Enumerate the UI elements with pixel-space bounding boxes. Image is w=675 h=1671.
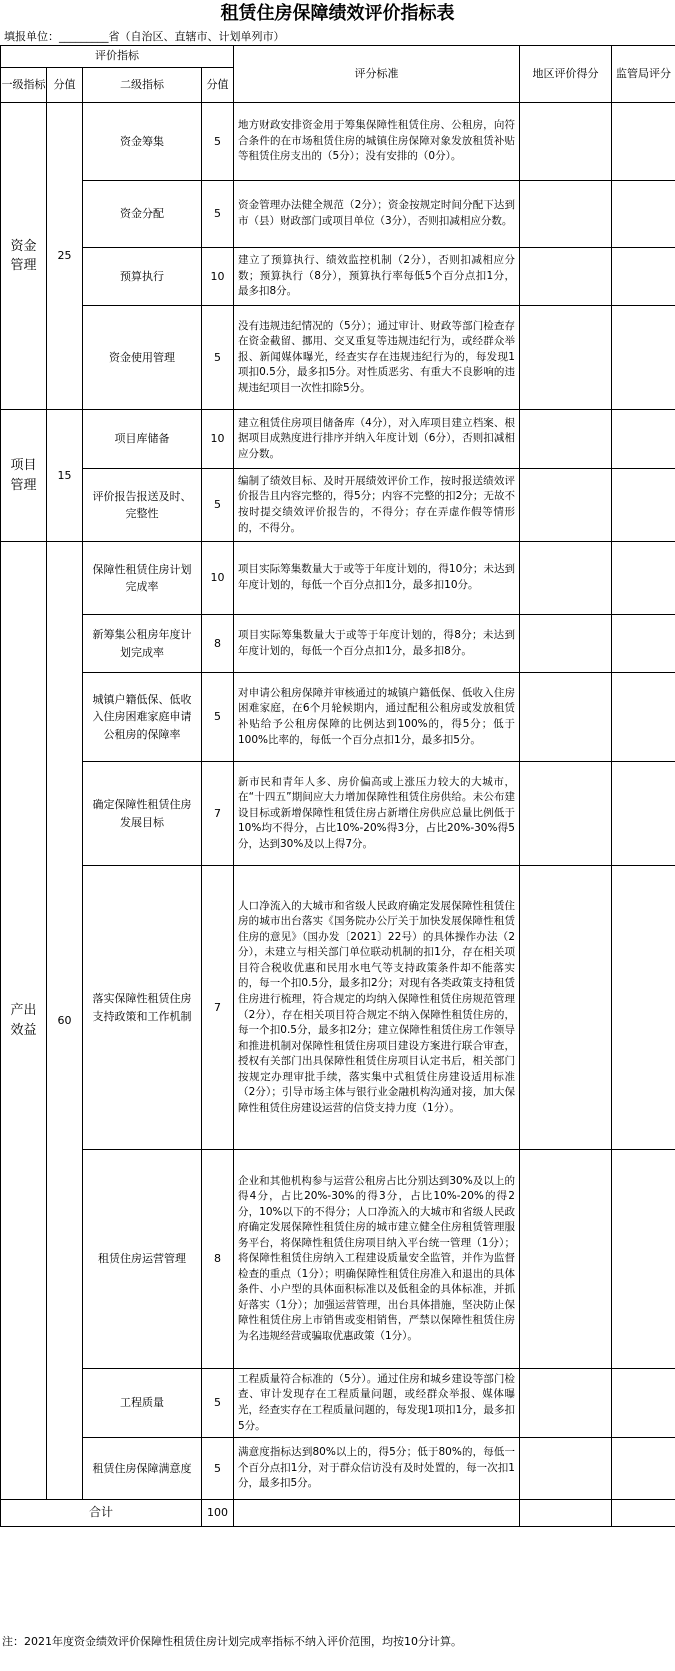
level2-indicator: 新筹集公租房年度计划完成率 xyxy=(83,615,202,673)
table-row xyxy=(1,615,675,673)
level1-score: 25 xyxy=(47,103,83,410)
total-score: 100 xyxy=(202,1500,234,1527)
regulator-score-cell[interactable] xyxy=(612,181,675,248)
region-score-cell[interactable] xyxy=(520,762,612,866)
table-row xyxy=(1,103,675,181)
regulator-score-cell[interactable] xyxy=(612,615,675,673)
total-row xyxy=(1,1500,675,1527)
table-row xyxy=(1,469,675,542)
level2-indicator: 确定保障性租赁住房发展目标 xyxy=(83,762,202,866)
level2-indicator: 租赁住房保障满意度 xyxy=(83,1438,202,1500)
level2-indicator: 工程质量 xyxy=(83,1369,202,1438)
level2-indicator: 评价报告报送及时、完整性 xyxy=(83,469,202,542)
level1-score: 60 xyxy=(47,542,83,1500)
level2-score: 5 xyxy=(202,1438,234,1500)
table-row xyxy=(1,542,675,615)
header-level2: 二级指标 xyxy=(83,68,202,103)
level2-score: 8 xyxy=(202,615,234,673)
scoring-criteria: 人口净流入的大城市和省级人民政府确定发展保障性租赁住房的城市出台落实《国务院办公厅关于加快发展保障性租赁住房的意见》（国办发〔2021〕22号）的具体操作办法（2分），未建立与相关部门单位联动机制的扣1分，存在相关项目符合税收优惠和民用水电气等支持政策条件却不能落实的，每一个扣0.5分，最多扣2分；对现有各类政策支持租赁住房进行梳理，符合规定的均纳入保障性租赁住房规范管理（2分），存在相关项目符合规定不纳入保障性租赁住房的，每一个扣0.5分，最多扣2分；建立保障性租赁住房工作领导和推进机制对保障性租赁住房项目建设方案进行联合审查，授权有关部门出具保障性租赁住房项目认定书后，相关部门按规定办理审批手续，落实集中式租赁住房建设适用标准（2分）；引导市场主体与银行业金融机构沟通对接，加大保障性租赁住房建设运营的信贷支持力度（1分）。 xyxy=(234,866,520,1150)
level2-score: 10 xyxy=(202,410,234,469)
region-score-cell[interactable] xyxy=(520,673,612,762)
level2-score: 7 xyxy=(202,762,234,866)
header-region-score: 地区评价得分 xyxy=(520,46,612,103)
page-title: 租赁住房保障绩效评价指标表 xyxy=(220,3,455,24)
regulator-score-cell[interactable] xyxy=(612,542,675,615)
regulator-score-cell[interactable] xyxy=(612,410,675,469)
regulator-score-cell[interactable] xyxy=(612,762,675,866)
level2-indicator: 项目库储备 xyxy=(83,410,202,469)
header-criteria: 评分标准 xyxy=(234,46,520,103)
table-row xyxy=(1,1438,675,1500)
table-row xyxy=(1,181,675,248)
level2-indicator: 保障性租赁住房计划完成率 xyxy=(83,542,202,615)
scoring-criteria: 建立了预算执行、绩效监控机制（2分），否则扣减相应分数；预算执行（8分），预算执行率每低5个百分点扣1分，最多扣8分。 xyxy=(234,248,520,306)
region-score-cell[interactable] xyxy=(520,866,612,1150)
region-score-cell[interactable] xyxy=(520,1369,612,1438)
region-score-cell[interactable] xyxy=(520,469,612,542)
regulator-score-cell[interactable] xyxy=(612,673,675,762)
level2-score: 5 xyxy=(202,181,234,248)
header-regulator-score: 监管局评分 xyxy=(612,46,675,103)
regulator-score-cell[interactable] xyxy=(612,248,675,306)
footnote: 注：2021年度资金绩效评价保障性租赁住房计划完成率指标不纳入评价范围，均按10分计算。 xyxy=(2,1635,462,1648)
regulator-score-cell[interactable] xyxy=(612,103,675,181)
scoring-criteria: 地方财政安排资金用于筹集保障性租赁住房、公租房，向符合条件的在市场租赁住房的城镇住房保障对象发放租赁补贴等租赁住房支出的（5分）；没有安排的（0分）。 xyxy=(234,103,520,181)
region-score-cell[interactable] xyxy=(520,1438,612,1500)
table-row xyxy=(1,248,675,306)
region-score-cell[interactable] xyxy=(520,103,612,181)
scoring-criteria: 编制了绩效目标、及时开展绩效评价工作，按时报送绩效评价报告且内容完整的，得5分；内容不完整的扣2分；无故不按时提交绩效评价报告的，不得分；存在弄虚作假等情形的，不得分。 xyxy=(234,469,520,542)
level1-indicator: 资金管理 xyxy=(1,103,47,410)
level2-score: 5 xyxy=(202,469,234,542)
level2-score: 5 xyxy=(202,306,234,410)
indicator-table xyxy=(0,45,675,1527)
level2-indicator: 落实保障性租赁住房支持政策和工作机制 xyxy=(83,866,202,1150)
total-label: 合计 xyxy=(1,1500,202,1527)
regulator-score-cell[interactable] xyxy=(612,306,675,410)
total-criteria-cell xyxy=(234,1500,520,1527)
level2-indicator: 预算执行 xyxy=(83,248,202,306)
level2-score: 5 xyxy=(202,673,234,762)
regulator-score-cell[interactable] xyxy=(612,469,675,542)
header-indicators: 评价指标 xyxy=(1,46,234,68)
regulator-score-cell[interactable] xyxy=(612,1150,675,1369)
level2-score: 5 xyxy=(202,1369,234,1438)
scoring-criteria: 建立租赁住房项目储备库（4分），对入库项目建立档案、根据项目成熟度进行排序并纳入年度计划（6分），否则扣减相应分数。 xyxy=(234,410,520,469)
region-score-cell[interactable] xyxy=(520,542,612,615)
level2-indicator: 城镇户籍低保、低收入住房困难家庭申请公租房的保障率 xyxy=(83,673,202,762)
header-level2-score: 分值 xyxy=(202,68,234,103)
total-regulator-score-cell[interactable] xyxy=(612,1500,675,1527)
level1-score: 15 xyxy=(47,410,83,542)
level2-indicator: 资金分配 xyxy=(83,181,202,248)
regulator-score-cell[interactable] xyxy=(612,1438,675,1500)
table-row xyxy=(1,866,675,1150)
level1-indicator: 产出效益 xyxy=(1,542,47,1500)
level2-indicator: 租赁住房运营管理 xyxy=(83,1150,202,1369)
table-row xyxy=(1,762,675,866)
scoring-criteria: 工程质量符合标准的（5分）。通过住房和城乡建设等部门检查、审计发现存在工程质量问题，或经群众举报、媒体曝光，经查实存在工程质量问题的，每发现1项扣1分，最多扣5分。 xyxy=(234,1369,520,1438)
header-level1-score: 分值 xyxy=(47,68,83,103)
regulator-score-cell[interactable] xyxy=(612,866,675,1150)
level1-indicator: 项目管理 xyxy=(1,410,47,542)
region-score-cell[interactable] xyxy=(520,410,612,469)
table-row xyxy=(1,1150,675,1369)
scoring-criteria: 项目实际筹集数量大于或等于年度计划的，得8分；未达到年度计划的，每低一个百分点扣1分，最多扣8分。 xyxy=(234,615,520,673)
region-score-cell[interactable] xyxy=(520,306,612,410)
fill-unit-line: 填报单位：_________省（自治区、直辖市、计划单列市） xyxy=(4,30,285,43)
level2-score: 8 xyxy=(202,1150,234,1369)
level2-indicator: 资金筹集 xyxy=(83,103,202,181)
scoring-criteria: 资金管理办法健全规范（2分）；资金按规定时间分配下达到市（县）财政部门或项目单位（3分），否则扣减相应分数。 xyxy=(234,181,520,248)
region-score-cell[interactable] xyxy=(520,615,612,673)
table-row xyxy=(1,1369,675,1438)
table-row xyxy=(1,306,675,410)
scoring-criteria: 对申请公租房保障并审核通过的城镇户籍低保、低收入住房困难家庭，在6个月轮候期内，通过配租公租房或发放租赁补贴给予公租房保障的比例达到100%的，得5分；低于100%比率的，每低一个百分点扣1分，最多扣5分。 xyxy=(234,673,520,762)
region-score-cell[interactable] xyxy=(520,248,612,306)
regulator-score-cell[interactable] xyxy=(612,1369,675,1438)
scoring-criteria: 满意度指标达到80%以上的，得5分；低于80%的，每低一个百分点扣1分，对于群众信访没有及时处置的，每一次扣1分，最多扣5分。 xyxy=(234,1438,520,1500)
level2-indicator: 资金使用管理 xyxy=(83,306,202,410)
level2-score: 10 xyxy=(202,542,234,615)
region-score-cell[interactable] xyxy=(520,1150,612,1369)
table-row xyxy=(1,410,675,469)
level2-score: 7 xyxy=(202,866,234,1150)
level2-score: 5 xyxy=(202,103,234,181)
scoring-criteria: 新市民和青年人多、房价偏高或上涨压力较大的大城市，在“十四五”期间应大力增加保障性租赁住房供给。未公布建设目标或新增保障性租赁住房占新增住房供应总量比例低于10%均不得分，占比10%-20%得3分，占比20%-30%得5分，达到30%及以上得7分。 xyxy=(234,762,520,866)
header-level1: 一级指标 xyxy=(1,68,47,103)
level2-score: 10 xyxy=(202,248,234,306)
scoring-criteria: 没有违规违纪情况的（5分）；通过审计、财政等部门检查存在资金截留、挪用、交叉重复等违规违纪行为，或经群众举报、新闻媒体曝光，经查实存在违规违纪行为的，每发现1项扣0.5分，最多扣5分。对性质恶劣、有重大不良影响的违规违纪项目一次性扣除5分。 xyxy=(234,306,520,410)
table-row xyxy=(1,673,675,762)
region-score-cell[interactable] xyxy=(520,181,612,248)
scoring-criteria: 项目实际筹集数量大于或等于年度计划的，得10分；未达到年度计划的，每低一个百分点扣1分，最多扣10分。 xyxy=(234,542,520,615)
total-region-score-cell[interactable] xyxy=(520,1500,612,1527)
scoring-criteria: 企业和其他机构参与运营公租房占比分别达到30%及以上的得4分，占比20%-30%的得3分，占比10%-20%的得2分，10%以下的不得分；人口净流入的大城市和省级人民政府确定发展保障性租赁住房的城市建立健全住房租赁管理服务平台，将保障性租赁住房项目纳入平台统一管理（1分）；将保障性租赁住房纳入工程建设质量安全监管，并作为监督检查的重点（1分）；明确保障性租赁住房准入和退出的具体条件、小户型的具体面积标准以及低租金的具体标准，并抓好落实（1分）；加强运营管理，出台具体措施，坚决防止保障性租赁住房上市销售或变相销售，严禁以保障性租赁住房为名违规经营或骗取优惠政策（1分）。 xyxy=(234,1150,520,1369)
